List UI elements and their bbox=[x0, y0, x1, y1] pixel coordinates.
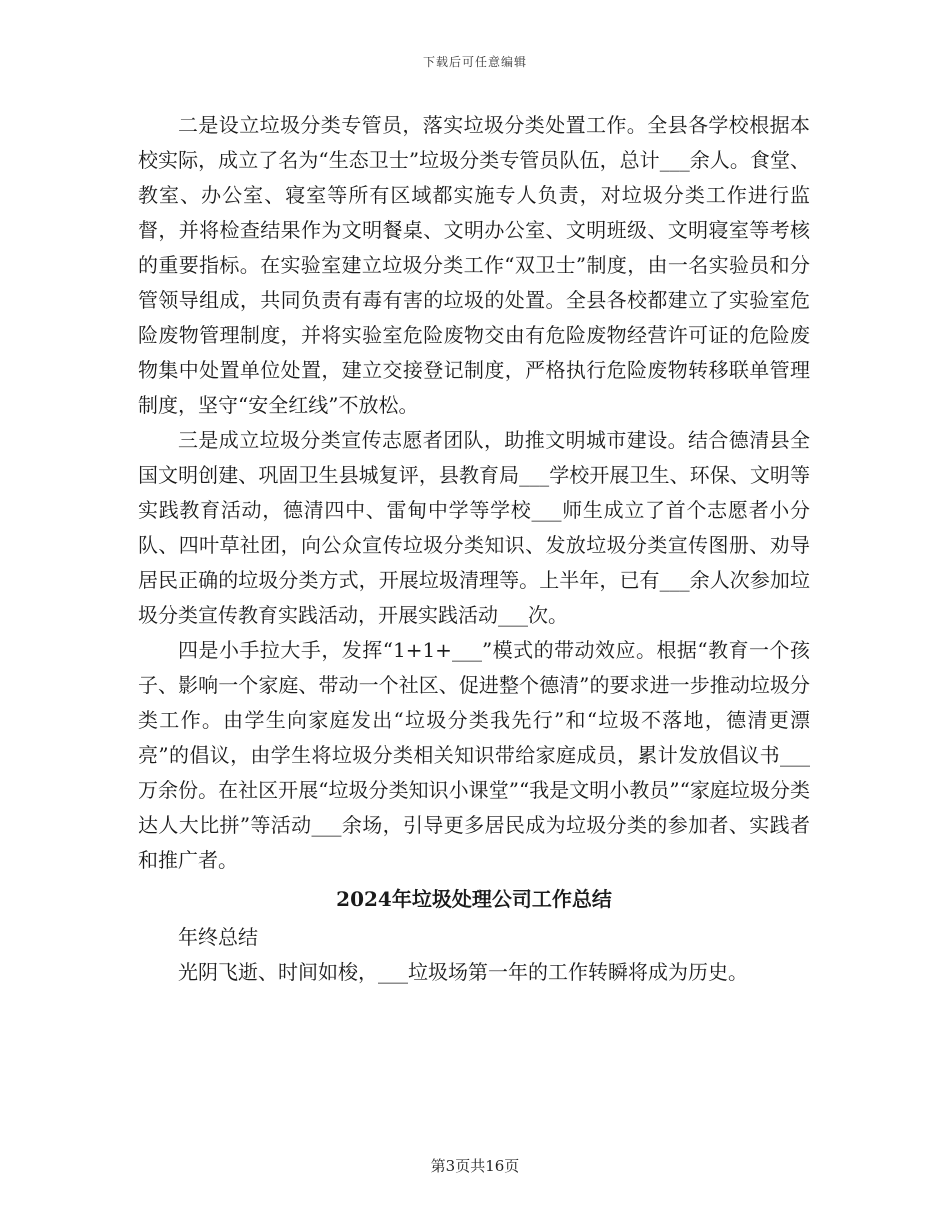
paragraph-4: 四是小手拉大手，发挥“1+1+___”模式的带动效应。根据“教育一个孩子、影响一个家庭、带动一个社区、促进整个德清”的要求进一步推动垃圾分类工作。由学生向家庭发出“垃圾分类我先行”和“垃圾不落地，德清更漂亮”的倡议，由学生将垃圾分类相关知识带给家庭成员，累计发放倡议书___万余份。在社区开展“垃圾分类知识小课堂”“我是文明小教员”“家庭垃圾分类达人大比拼”等活动___余场，引导更多居民成为垃圾分类的参加者、实践者和推广者。 bbox=[138, 638, 810, 872]
section-subtitle: 年终总结 bbox=[178, 925, 258, 949]
paragraph-3: 三是成立垃圾分类宣传志愿者团队，助推文明城市建设。结合德清县全国文明创建、巩固卫生县城复评，县教育局___学校开展卫生、环保、文明等实践教育活动，德清四中、雷甸中学等学校___师生成立了首个志愿者小分队、四叶草社团，向公众宣传垃圾分类知识、发放垃圾分类宣传图册、劝导居民正确的垃圾分类方式，开展垃圾清理等。上半年，已有___余人次参加垃圾分类宣传教育实践活动，开展实践活动___次。 bbox=[138, 428, 810, 627]
section-title: 2024年垃圾处理公司工作总结 bbox=[336, 887, 612, 911]
document-body bbox=[138, 108, 810, 990]
page-footer-number: 第3页共16页 bbox=[430, 1157, 520, 1175]
section-first-line: 光阴飞逝、时间如梭，___垃圾场第一年的工作转瞬将成为历史。 bbox=[178, 960, 748, 984]
page-header-note: 下载后可任意编辑 bbox=[422, 55, 527, 69]
paragraph-2: 二是设立垃圾分类专管员，落实垃圾分类处置工作。全县各学校根据本校实际，成立了名为“生态卫士”垃圾分类专管员队伍，总计___余人。食堂、教室、办公室、寝室等所有区域都实施专人负责，对垃圾分类工作进行监督，并将检查结果作为文明餐桌、文明办公室、文明班级、文明寝室等考核的重要指标。在实验室建立垃圾分类工作“双卫士”制度，由一名实验员和分管领导组成，共同负责有毒有害的垃圾的处置。全县各校都建立了实验室危险废物管理制度，并将实验室危险废物交由有危险废物经营许可证的危险废物集中处置单位处置，建立交接登记制度，严格执行危险废物转移联单管理制度，坚守“安全红线”不放松。 bbox=[138, 113, 810, 417]
